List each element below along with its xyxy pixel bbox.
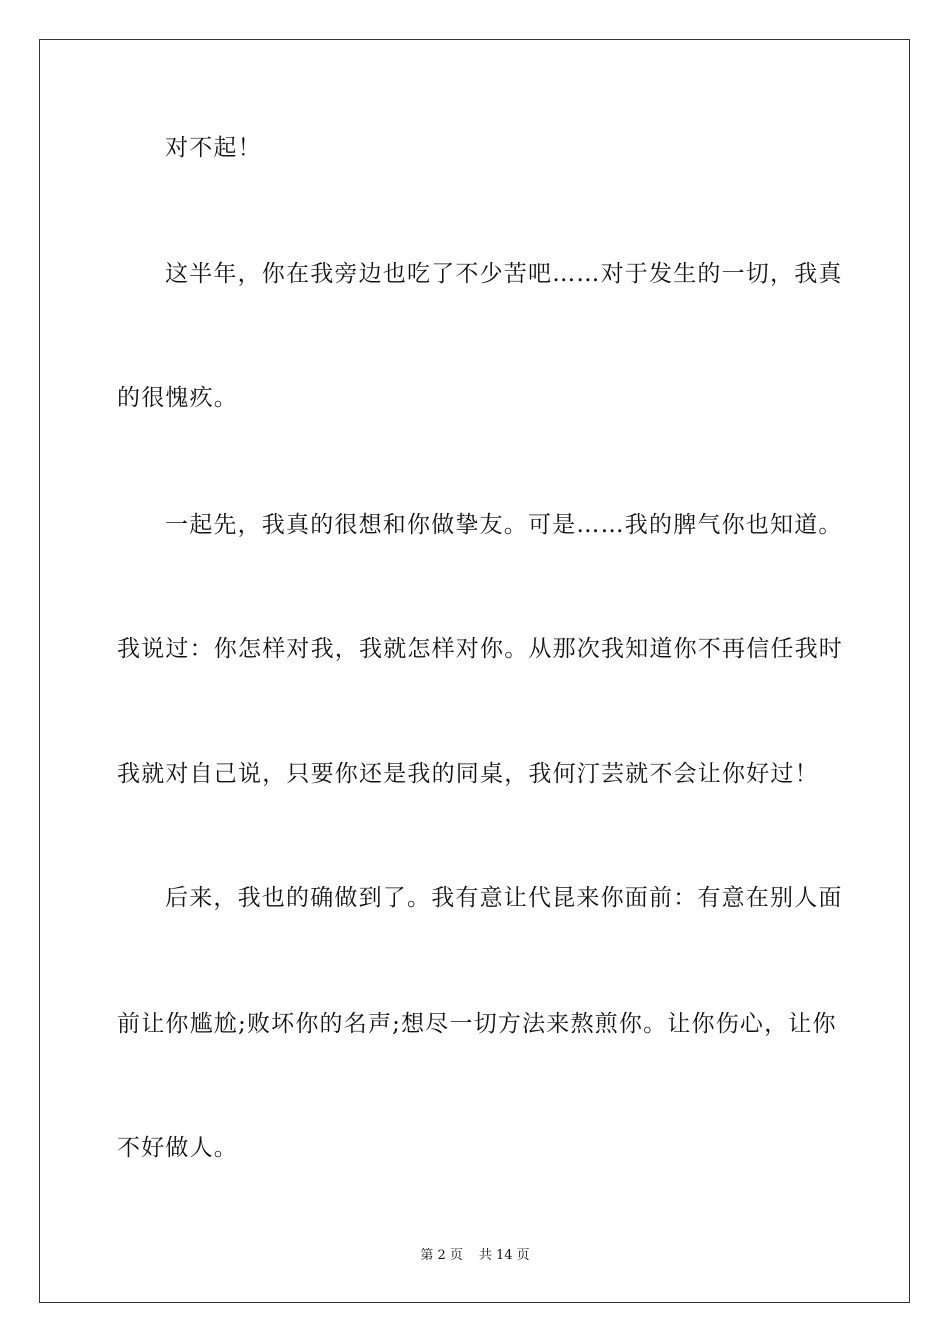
text-line-5: 我说过：你怎样对我，我就怎样对你。从那次我知道你不再信任我时 <box>117 636 843 662</box>
total-pages: 共 14 页 <box>478 1248 530 1263</box>
page-border <box>39 39 910 1303</box>
page-number: 第 2 页 <box>420 1248 463 1263</box>
text-line-8: 前让你尴尬;败坏你的名声;想尽一切方法来熬煎你。让你伤心，让你 <box>117 1011 837 1037</box>
text-line-6: 我就对自己说，只要你还是我的同桌，我何汀芸就不会让你好过！ <box>117 761 819 787</box>
text-line-2: 这半年，你在我旁边也吃了不少苦吧……对于发生的一切，我真 <box>165 261 843 287</box>
text-line-1: 对不起！ <box>165 135 262 161</box>
text-line-4: 一起先，我真的很想和你做挚友。可是……我的脾气你也知道。 <box>165 512 843 538</box>
page-footer <box>0 1247 950 1265</box>
text-line-9: 不好做人。 <box>117 1135 238 1161</box>
text-line-7: 后来，我也的确做到了。我有意让代昆来你面前：有意在别人面 <box>165 885 843 911</box>
text-line-3: 的很愧疚。 <box>117 385 238 411</box>
